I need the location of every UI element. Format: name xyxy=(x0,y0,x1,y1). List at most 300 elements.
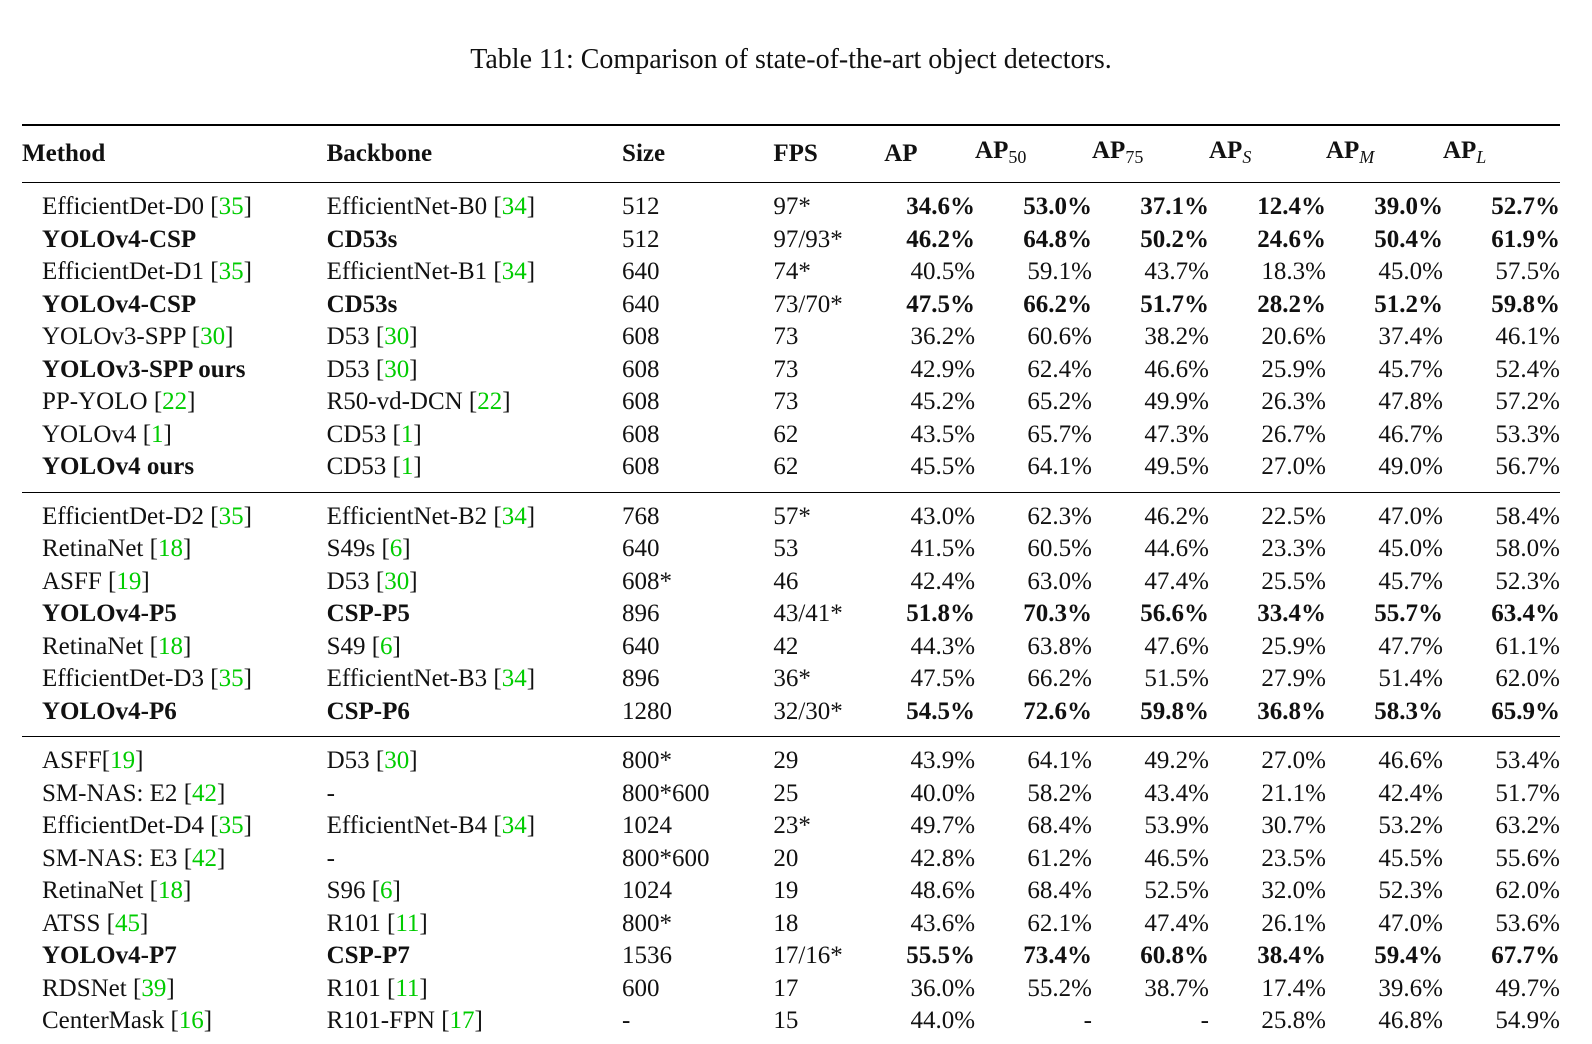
cell-ap: 36.2% xyxy=(910,323,976,350)
cell-ap75: 51.5% xyxy=(1144,665,1209,692)
cell-ap50: 63.0% xyxy=(1027,567,1092,595)
cell-fps: 43/41* xyxy=(773,600,843,627)
cell-backbone xyxy=(327,224,622,257)
cell-size: 800* xyxy=(622,909,673,937)
table-row xyxy=(22,1005,1560,1038)
cell-aps: 22.5% xyxy=(1261,502,1326,530)
cell-size: 800* xyxy=(622,747,673,774)
citation[interactable]: [19] xyxy=(101,747,144,774)
citation[interactable]: [22] xyxy=(462,388,511,415)
cell-ap75: 51.7% xyxy=(1140,290,1209,318)
cell-fps: 73 xyxy=(773,323,799,350)
cell-apl: 55.6% xyxy=(1495,844,1560,872)
cell-text: R101-FPN xyxy=(326,1007,435,1034)
cell-size: 608 xyxy=(622,451,773,492)
cell-ap: 43.0% xyxy=(910,502,976,530)
cell-aps: 26.7% xyxy=(1261,420,1326,448)
cell-text: YOLOv4-P7 xyxy=(42,942,177,969)
cell-text: RetinaNet xyxy=(42,877,144,904)
cell-apm: 51.2% xyxy=(1374,290,1443,318)
cell-text: SM-NAS: E3 xyxy=(42,844,178,872)
citation[interactable]: [19] xyxy=(101,567,150,595)
cell-text: ASFF xyxy=(42,567,102,595)
citation-number[interactable]: 11 xyxy=(395,974,420,1002)
citation[interactable]: [35] xyxy=(203,812,252,839)
cell-text: ASFF xyxy=(42,747,102,774)
table-row xyxy=(22,321,1560,354)
cell-method xyxy=(22,321,327,354)
cell-aps: 20.6% xyxy=(1261,323,1326,350)
cell-method xyxy=(22,696,327,737)
cell-ap50: 62.4% xyxy=(1027,355,1092,383)
cell-fps: 97* xyxy=(773,193,811,220)
cell-apm: 55.7% xyxy=(1374,600,1443,627)
table-group-2 xyxy=(22,492,1560,737)
cell-ap50: 65.7% xyxy=(1027,420,1092,448)
cell-apl: 63.4% xyxy=(1491,600,1560,627)
citation[interactable]: [22] xyxy=(147,388,196,415)
cell-apm: 45.5% xyxy=(1378,844,1443,872)
cell-fps: 23* xyxy=(773,812,811,839)
cell-aps: 24.6% xyxy=(1257,225,1326,253)
cell-ap75: - xyxy=(1200,1007,1209,1034)
cell-apl: 58.4% xyxy=(1495,502,1560,530)
citation-number[interactable]: 19 xyxy=(110,747,136,774)
citation-number[interactable]: 1 xyxy=(400,453,414,480)
cell-method xyxy=(22,224,327,257)
cell-backbone xyxy=(327,492,622,533)
cell-aps: 26.1% xyxy=(1261,909,1326,937)
citation[interactable]: [45] xyxy=(100,909,149,937)
cell-ap: 45.5% xyxy=(884,451,975,492)
citation[interactable]: [30] xyxy=(369,355,418,383)
cell-text: CenterMask xyxy=(42,1007,165,1034)
citation[interactable]: [30] xyxy=(369,323,418,350)
cell-text: YOLOv4-P5 xyxy=(42,600,177,627)
cell-ap: 44.0% xyxy=(910,1007,976,1034)
cell-method xyxy=(22,663,327,696)
citation-number[interactable]: 35 xyxy=(218,665,244,692)
cell-ap50: 63.8% xyxy=(1027,632,1092,660)
citation-number[interactable]: 35 xyxy=(218,502,244,530)
cell-size: 640 xyxy=(622,290,660,318)
cell-apl: 63.2% xyxy=(1495,812,1560,839)
cell-apl: 65.9% xyxy=(1443,696,1560,737)
cell-aps: 12.4% xyxy=(1257,193,1326,220)
cell-aps: 25.5% xyxy=(1261,567,1326,595)
citation-number[interactable]: 30 xyxy=(384,355,410,383)
cell-ap: 51.8% xyxy=(906,600,976,627)
cell-method xyxy=(22,598,327,631)
citation-number[interactable]: 35 xyxy=(218,812,244,839)
cell-backbone xyxy=(327,696,622,737)
citation[interactable]: [18] xyxy=(143,535,192,562)
citation[interactable]: [16] xyxy=(164,1007,213,1034)
cell-text: D53 xyxy=(326,355,370,383)
citation-number[interactable]: 30 xyxy=(384,323,410,350)
citation[interactable]: [30] xyxy=(185,323,234,350)
cell-text: PP-YOLO xyxy=(42,388,148,415)
cell-apl: 57.2% xyxy=(1495,388,1560,415)
table-row xyxy=(22,598,1560,631)
cell-size: 1024 xyxy=(622,812,673,839)
cell-backbone xyxy=(327,663,622,696)
cell-backbone xyxy=(327,533,622,566)
citation-number[interactable]: 18 xyxy=(157,877,183,904)
citation-number[interactable]: 30 xyxy=(384,567,410,595)
cell-aps: 25.8% xyxy=(1261,1007,1326,1034)
citation[interactable]: [35] xyxy=(203,665,252,692)
cell-backbone xyxy=(327,810,622,843)
cell-size: 640 xyxy=(622,535,660,562)
cell-ap75: 38.2% xyxy=(1144,323,1209,350)
citation[interactable]: [35] xyxy=(203,193,252,220)
cell-text: YOLOv4 ours xyxy=(42,453,195,480)
table-row xyxy=(22,566,1560,599)
table-group-1 xyxy=(22,183,1560,493)
cell-text: EfficientNet-B3 xyxy=(326,665,488,692)
cell-backbone xyxy=(327,256,622,289)
table-row xyxy=(22,843,1560,876)
cell-apm: 42.4% xyxy=(1378,779,1443,807)
cell-apm: 47.0% xyxy=(1378,909,1443,937)
cell-ap75: 38.7% xyxy=(1144,974,1209,1002)
table-row xyxy=(22,908,1560,941)
cell-ap: 43.5% xyxy=(910,420,976,448)
cell-backbone xyxy=(327,321,622,354)
cell-ap50: 64.1% xyxy=(975,451,1092,492)
table-row xyxy=(22,940,1560,973)
cell-method xyxy=(22,778,327,811)
cell-aps: 25.9% xyxy=(1261,632,1326,660)
citation-number[interactable]: 6 xyxy=(380,632,393,660)
cell-text: EfficientDet-D2 xyxy=(42,502,204,530)
cell-text: YOLOv3-SPP xyxy=(42,323,186,350)
citation-number[interactable]: 1 xyxy=(400,420,414,448)
cell-ap50: 68.4% xyxy=(1027,812,1092,839)
cell-apm: 47.0% xyxy=(1378,502,1443,530)
cell-apm: 52.3% xyxy=(1378,877,1443,904)
table-row xyxy=(22,973,1560,1006)
cell-aps: 36.8% xyxy=(1209,696,1326,737)
cell-apl: 52.7% xyxy=(1491,193,1560,220)
cell-backbone xyxy=(327,289,622,322)
citation-number[interactable]: 18 xyxy=(157,632,183,660)
cell-text: YOLOv4-CSP xyxy=(42,290,197,318)
cell-apm: 53.2% xyxy=(1378,812,1443,839)
cell-apm: 47.8% xyxy=(1378,388,1443,415)
cell-text: RetinaNet xyxy=(42,632,144,660)
table-row xyxy=(22,183,1560,224)
cell-fps: 57* xyxy=(773,502,811,530)
citation-number[interactable]: 34 xyxy=(501,258,527,285)
citation[interactable]: [11] xyxy=(380,909,428,937)
cell-ap75: 44.6% xyxy=(1144,535,1209,562)
table-row xyxy=(22,289,1560,322)
cell-fps: 15 xyxy=(773,1007,799,1034)
citation-number[interactable]: 42 xyxy=(192,844,218,872)
cell-ap: 36.0% xyxy=(910,974,976,1002)
cell-size: 608 xyxy=(622,388,660,415)
citation[interactable]: [6] xyxy=(365,877,401,904)
cell-aps: 30.7% xyxy=(1261,812,1326,839)
cell-apm: 45.7% xyxy=(1378,355,1443,383)
cell-apl: 61.1% xyxy=(1495,632,1560,660)
table-row xyxy=(22,386,1560,419)
cell-fps: 73/70* xyxy=(773,290,843,318)
citation[interactable]: [42] xyxy=(177,844,226,872)
citation[interactable]: [1] xyxy=(386,420,422,448)
table-row xyxy=(22,696,1560,737)
cell-backbone xyxy=(327,386,622,419)
cell-ap50: 64.8% xyxy=(1023,225,1092,253)
citation-number[interactable]: 18 xyxy=(157,535,183,562)
cell-ap50: 66.2% xyxy=(1027,665,1092,692)
cell-size: 640 xyxy=(622,632,660,660)
cell-apm: 51.4% xyxy=(1378,665,1443,692)
comparison-table xyxy=(22,124,1560,1038)
cell-ap75: 56.6% xyxy=(1140,600,1209,627)
cell-ap50: 72.6% xyxy=(975,696,1092,737)
citation[interactable]: [18] xyxy=(143,877,192,904)
cell-ap75: 49.5% xyxy=(1092,451,1209,492)
cell-method xyxy=(22,875,327,908)
cell-ap75: 37.1% xyxy=(1140,193,1209,220)
cell-backbone xyxy=(327,973,622,1006)
cell-backbone xyxy=(327,183,622,224)
citation[interactable]: [1] xyxy=(136,420,172,448)
cell-aps: 23.5% xyxy=(1261,844,1326,872)
cell-apl: 53.3% xyxy=(1495,420,1560,448)
citation[interactable]: [17] xyxy=(434,1007,483,1034)
citation-number[interactable]: 6 xyxy=(389,535,403,562)
cell-fps: 20 xyxy=(773,844,799,872)
cell-text: - xyxy=(326,779,335,807)
cell-size: 512 xyxy=(622,225,660,253)
cell-ap50: 68.4% xyxy=(1027,877,1092,904)
cell-ap: 45.2% xyxy=(910,388,976,415)
citation-number[interactable]: 30 xyxy=(384,747,410,774)
cell-size: 800*600 xyxy=(622,779,710,807)
cell-text: EfficientDet-D3 xyxy=(42,665,204,692)
cell-size: 1024 xyxy=(622,877,673,904)
cell-ap75: 47.4% xyxy=(1144,567,1209,595)
col-ap50-header: $AP_{50}$ xyxy=(975,125,1092,183)
cell-size: 1536 xyxy=(622,942,673,969)
cell-method xyxy=(22,256,327,289)
citation[interactable]: [18] xyxy=(143,632,192,660)
cell-text: YOLOv4 xyxy=(42,420,137,448)
cell-apm: 59.4% xyxy=(1374,942,1443,969)
citation[interactable]: [30] xyxy=(369,567,418,595)
cell-fps: 46 xyxy=(773,567,799,595)
citation-number[interactable]: 19 xyxy=(116,567,142,595)
cell-aps: 23.3% xyxy=(1261,535,1326,562)
cell-backbone xyxy=(327,354,622,387)
cell-backbone xyxy=(327,451,622,492)
col-apm-header: $AP_M$ xyxy=(1326,125,1443,183)
cell-aps: 38.4% xyxy=(1257,942,1326,969)
cell-ap: 43.6% xyxy=(910,909,976,937)
cell-method xyxy=(22,451,327,492)
citation-number[interactable]: 16 xyxy=(178,1007,204,1034)
cell-fps: 17 xyxy=(773,974,799,1002)
citation-number[interactable]: 35 xyxy=(218,258,244,285)
cell-text: SM-NAS: E2 xyxy=(42,779,178,807)
cell-ap75: 50.2% xyxy=(1140,225,1209,253)
cell-ap50: 53.0% xyxy=(1023,193,1092,220)
citation[interactable]: [11] xyxy=(380,974,428,1002)
cell-backbone xyxy=(327,566,622,599)
cell-ap75: 49.2% xyxy=(1144,747,1209,774)
citation[interactable]: [34] xyxy=(487,193,536,220)
cell-aps: 21.1% xyxy=(1261,779,1326,807)
citation-number[interactable]: 34 xyxy=(501,502,527,530)
cell-apl: 62.0% xyxy=(1495,665,1560,692)
cell-fps: 42 xyxy=(773,632,799,660)
cell-text: ATSS xyxy=(42,909,101,937)
cell-ap: 42.4% xyxy=(910,567,976,595)
cell-apm: 45.0% xyxy=(1378,258,1443,285)
cell-method xyxy=(22,386,327,419)
citation[interactable]: [1] xyxy=(386,453,422,480)
cell-fps: 32/30* xyxy=(773,696,884,737)
cell-ap75: 47.3% xyxy=(1144,420,1209,448)
cell-apl: 52.3% xyxy=(1495,567,1560,595)
cell-text: S49s xyxy=(326,535,376,562)
cell-ap: 47.5% xyxy=(910,665,976,692)
citation[interactable]: [6] xyxy=(375,535,411,562)
table-caption: Table 11: Comparison of state-of-the-art object detectors. xyxy=(470,44,1112,75)
cell-ap75: 46.6% xyxy=(1144,355,1209,383)
citation-number[interactable]: 22 xyxy=(162,388,188,415)
cell-ap75: 47.6% xyxy=(1144,632,1209,660)
cell-apm: 47.7% xyxy=(1378,632,1443,660)
cell-fps: 53 xyxy=(773,535,799,562)
cell-method xyxy=(22,1005,327,1038)
citation-number[interactable]: 34 xyxy=(501,665,527,692)
cell-size: 608 xyxy=(622,355,660,383)
cell-ap50: 55.2% xyxy=(1027,974,1092,1002)
cell-size: 608 xyxy=(622,420,660,448)
citation[interactable]: [34] xyxy=(487,258,536,285)
cell-backbone xyxy=(327,419,622,452)
citation[interactable]: [6] xyxy=(365,632,401,660)
cell-size: 608* xyxy=(622,567,673,595)
citation-number[interactable]: 22 xyxy=(477,388,503,415)
cell-apl: 57.5% xyxy=(1495,258,1560,285)
citation-number[interactable]: 34 xyxy=(501,193,527,220)
cell-aps: 27.9% xyxy=(1261,665,1326,692)
citation-number[interactable]: 35 xyxy=(218,193,244,220)
cell-method xyxy=(22,810,327,843)
citation[interactable]: [34] xyxy=(487,665,536,692)
citation[interactable]: [34] xyxy=(487,812,536,839)
cell-apl: 49.7% xyxy=(1495,974,1560,1002)
cell-aps: 18.3% xyxy=(1261,258,1326,285)
table-row xyxy=(22,451,1560,492)
col-fps-header: FPS xyxy=(773,125,884,183)
cell-ap50: 62.1% xyxy=(1027,909,1092,937)
cell-ap75: 46.5% xyxy=(1144,844,1209,872)
citation[interactable]: [35] xyxy=(203,258,252,285)
cell-ap50: 65.2% xyxy=(1027,388,1092,415)
cell-ap: 48.6% xyxy=(910,877,976,904)
cell-text: CSP-P5 xyxy=(326,600,410,627)
cell-text: RDSNet xyxy=(42,974,127,1002)
cell-fps: 62 xyxy=(773,420,799,448)
cell-ap75: 47.4% xyxy=(1144,909,1209,937)
citation-number[interactable]: 42 xyxy=(192,779,218,807)
cell-fps: 25 xyxy=(773,779,799,807)
cell-apm: 46.7% xyxy=(1378,420,1443,448)
table-row xyxy=(22,492,1560,533)
cell-method xyxy=(22,289,327,322)
cell-size: 640 xyxy=(622,258,660,285)
cell-size: 512 xyxy=(622,193,660,220)
cell-text: D53 xyxy=(326,567,370,595)
cell-text: CD53s xyxy=(326,290,398,318)
table-row xyxy=(22,419,1560,452)
cell-apl: 51.7% xyxy=(1495,779,1560,807)
citation[interactable]: [34] xyxy=(487,502,536,530)
cell-backbone xyxy=(327,940,622,973)
col-apl-header: $AP_L$ xyxy=(1443,125,1560,183)
cell-text: EfficientDet-D1 xyxy=(42,258,204,285)
cell-backbone xyxy=(327,631,622,664)
citation[interactable]: [39] xyxy=(126,974,175,1002)
citation-number[interactable]: 30 xyxy=(200,323,226,350)
cell-size: - xyxy=(622,1007,631,1034)
citation-number[interactable]: 34 xyxy=(501,812,527,839)
cell-aps: 28.2% xyxy=(1257,290,1326,318)
cell-backbone xyxy=(327,1005,622,1038)
cell-apl: 61.9% xyxy=(1491,225,1560,253)
cell-apl: 56.7% xyxy=(1443,451,1560,492)
cell-fps: 62 xyxy=(773,451,884,492)
citation-number[interactable]: 1 xyxy=(151,420,164,448)
cell-size: 1280 xyxy=(622,696,773,737)
cell-text: D53 xyxy=(326,323,370,350)
citation-number[interactable]: 17 xyxy=(449,1007,475,1034)
cell-ap50: 66.2% xyxy=(1023,290,1092,318)
col-size-header: Size xyxy=(622,125,773,183)
cell-method xyxy=(22,492,327,533)
cell-text: RetinaNet xyxy=(42,535,144,562)
citation-number[interactable]: 11 xyxy=(395,909,420,937)
cell-text: YOLOv4-P6 xyxy=(42,697,177,725)
cell-text: - xyxy=(326,844,335,872)
cell-aps: 17.4% xyxy=(1261,974,1326,1002)
citation-number[interactable]: 45 xyxy=(114,909,140,937)
cell-apm: 46.8% xyxy=(1378,1007,1443,1034)
citation-number[interactable]: 39 xyxy=(141,974,167,1002)
cell-method xyxy=(22,973,327,1006)
citation[interactable]: [35] xyxy=(203,502,252,530)
citation-number[interactable]: 6 xyxy=(380,877,393,904)
table-row xyxy=(22,875,1560,908)
cell-method xyxy=(22,533,327,566)
citation[interactable]: [30] xyxy=(369,747,418,774)
cell-ap50: 60.6% xyxy=(1027,323,1092,350)
cell-method xyxy=(22,737,327,778)
cell-backbone xyxy=(327,598,622,631)
cell-aps: 27.0% xyxy=(1261,747,1326,774)
cell-size: 608 xyxy=(622,323,660,350)
citation[interactable]: [42] xyxy=(177,779,226,807)
table-row xyxy=(22,631,1560,664)
cell-size: 768 xyxy=(622,502,660,530)
